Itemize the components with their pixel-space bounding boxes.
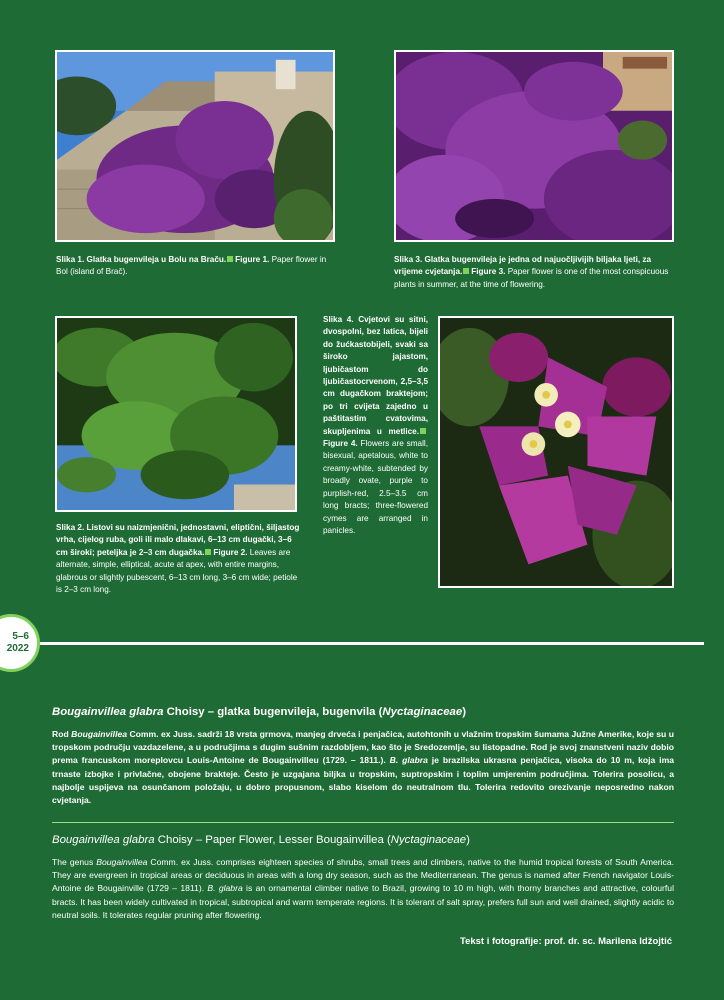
caption-figure-4: [323, 314, 428, 537]
paragraph-croatian: [52, 728, 674, 807]
title-en-author: Choisy – Paper Flower, Lesser Bougainvillea (: [154, 834, 391, 846]
caption-4-hr: Slika 4. Cvjetovi su sitni, dvospolni, bez latica, bijeli do žućkastobijeli, svaki sa široko jajastom, ljubičastom do ljubičastocrvenom, 2,5–3,5 cm dugačkom braktejom; po tri cvijeta zajedno u paštitastim cvatovima, skupljenima u metlice.: [323, 315, 428, 436]
caption-1-hr: Slika 1. Glatka bugenvileja u Bolu na Braču.: [56, 255, 227, 264]
section-divider: [40, 642, 704, 645]
photo-bougainvillea-house: [55, 50, 335, 242]
photo-4-image: [440, 318, 672, 586]
photo-bougainvillea-closeup: [438, 316, 674, 588]
caption-separator-icon: [420, 428, 426, 434]
para-en-end: is an ornamental climber native to Brazil, growing to 10 m high, with thorny branches and attractive, colourful bracts. It has been widely cultivated in tropical, subtropical and warm temperate regions. It is tolerant of salt spray, prefers full sun and well drained, slightly acidic to neutral soils. It tolerates regular pruning after flowering.: [52, 883, 674, 920]
photo-3-image: [57, 318, 295, 510]
para-en-mid: Comm. ex Juss. comprises eighteen species of shrubs, small trees and climbers, native to the humid tropical forests of South America. They are evergreen in tropical areas or deciduous in areas with a long dry season, such as the Mediterranean. The genus is named after French navigator Louis-Antoine de Bougainville (1729 – 1811).: [52, 857, 675, 894]
title-hr-family: Nyctaginaceae: [382, 706, 463, 718]
title-hr-species: Bougainvillea glabra: [52, 706, 164, 718]
caption-figure-3: [394, 254, 676, 291]
caption-3-hr: Slika 3. Glatka bugenvileja je jedna od najuočljivijih biljaka ljeti, za vrijeme cvjetanja.: [394, 255, 652, 277]
caption-2-figure: Figure 2.: [213, 547, 248, 557]
caption-2-hr: Slika 2. Listovi su naizmjenični, jednostavni, eliptični, šiljastog vrha, cijelog ruba, goli ili malo dlakavi, 6–13 cm dugački, 3–6 cm široki; peteljka je 2–3 cm dugačka.: [56, 523, 300, 557]
para-hr-prefix: Rod: [52, 729, 72, 739]
caption-4-en: Flowers are small, bisexual, apetalous, white to creamy-white, subtended by broadly ovate, purple to purplish-red, 2.5–3.5 cm long bracts; three-flowered cymes are arranged in panicles.: [323, 439, 429, 535]
para-en-genus: Bougainvillea: [96, 857, 148, 867]
caption-2-en: Leaves are alternate, simple, elliptical, acute at apex, with entire margins, glabrous or slightly pubescent, 6–13 cm long, 3–6 cm wide; petiole is 2–3 cm long.: [56, 547, 298, 595]
caption-3-figure: Figure 3.: [471, 267, 506, 277]
caption-3-en: Paper flower is one of the most conspicuous plants in summer, at the time of flowering.: [394, 267, 669, 289]
title-croatian: [52, 706, 466, 718]
caption-separator-icon: [227, 256, 233, 262]
paragraph-english: [52, 856, 674, 922]
para-hr-genus: Bougainvillea: [71, 729, 128, 739]
caption-figure-1: [56, 254, 336, 279]
author-credit: Tekst i fotografije: prof. dr. sc. Marilena Idžojtić: [459, 936, 672, 947]
caption-separator-icon: [463, 268, 469, 274]
issue-number: 5–6: [12, 631, 29, 642]
para-hr-mid: Comm. ex Juss. sadrži 18 vrsta grmova, manjeg drveća i penjačica, autohtonih u vlažnim tropskim šumama Južne Amerike, koje su u tropskom području vazdazelene, a u područjima s dugim sušnim razdobljem, kao što je Sredozemlje, su listopadne. Rod je svoj znanstveni naziv dobio prema francuskom moreplovcu Louis-Antoine de Bougainvilleu (1729. – 1811.).: [52, 729, 674, 766]
title-en-family: Nyctaginaceae: [390, 834, 467, 846]
title-en-species: Bougainvillea glabra: [52, 834, 155, 846]
photo-1-image: [57, 52, 333, 240]
title-hr-author: Choisy – glatka bugenvileja, bugenvila (: [163, 706, 383, 718]
caption-4-figure: Figure 4.: [323, 439, 358, 449]
para-hr-species: B. glabra: [389, 755, 428, 766]
title-en-close: ): [466, 834, 470, 846]
para-hr-end: je brazilska ukrasna penjačica, visoka do 10 m, koja ima trnaste izbojke i privlačne, obojene brakteje. Često je uzgajana biljka u tropskim, suptropskim i toplim umjerenim područjima. Tolerira posolicu, a najbolje uspijeva na osunčanom položaju, u dobro propusnom, slabo kiselom do neutralnom tlu. Tolerira redovito orezivanje neposredno nakon cvjetanja.: [52, 755, 674, 806]
photo-bougainvillea-leaves: [55, 316, 297, 512]
title-hr-close: ): [462, 706, 466, 718]
caption-1-figure: Figure 1.: [235, 255, 270, 264]
issue-badge: [0, 614, 40, 672]
photo-bougainvillea-flowers: [394, 50, 674, 242]
caption-figure-2: [56, 522, 300, 596]
language-divider: [52, 822, 674, 823]
para-en-prefix: The genus: [52, 857, 97, 867]
caption-separator-icon: [205, 549, 211, 555]
issue-year: 2022: [6, 643, 29, 654]
caption-1-en: Paper flower in Bol (island of Brač).: [56, 255, 327, 277]
para-en-species: B. glabra: [207, 883, 243, 894]
photo-2-image: [396, 52, 672, 240]
title-english: [52, 834, 470, 846]
